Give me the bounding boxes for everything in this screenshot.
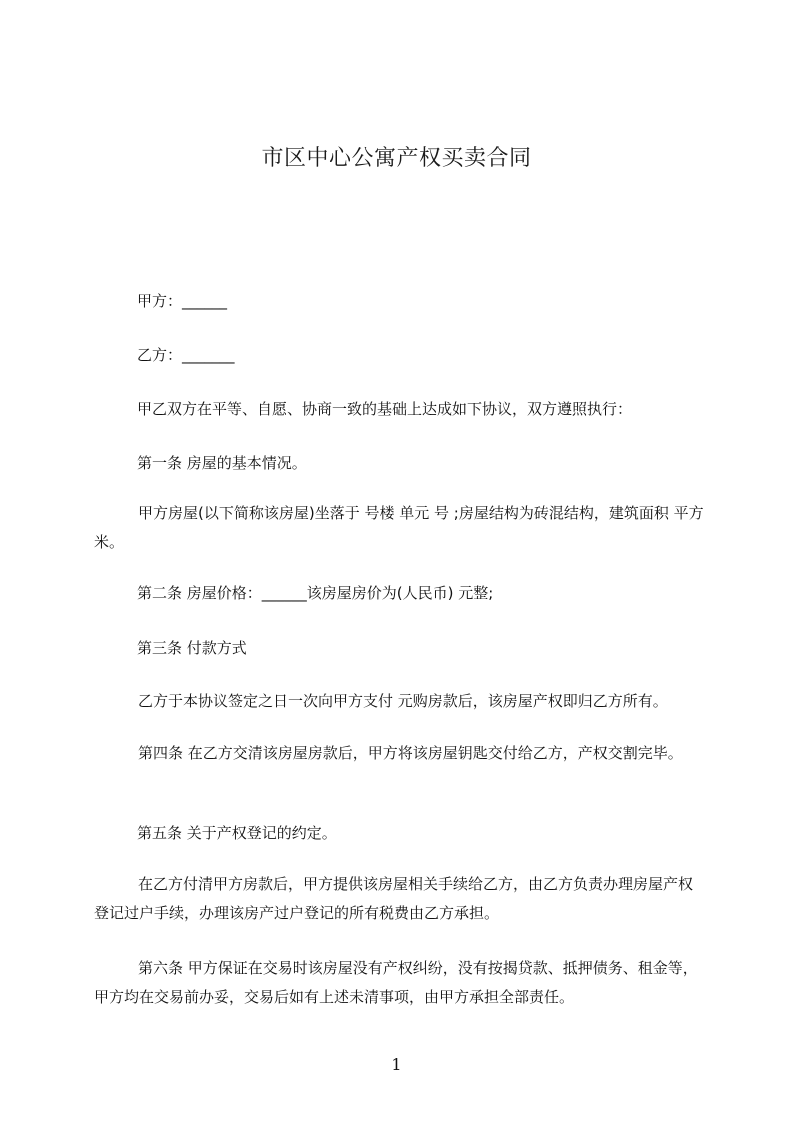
document-title: 市区中心公寓产权买卖合同 xyxy=(261,146,532,171)
article-6-text: 第六条 甲方保证在交易时该房屋没有产权纠纷，没有按揭贷款、抵押债务、租金等，甲方均在交易前办妥，交易后如有上述未清事项，由甲方承担全部责任。 xyxy=(94,959,698,1006)
article-3-heading: 第三条 付款方式 xyxy=(137,639,247,657)
page-number: 1 xyxy=(391,1055,402,1074)
party-a-line: 甲方：______ xyxy=(137,292,228,310)
party-b-line: 乙方：_______ xyxy=(137,346,235,364)
article-1-heading: 第一条 房屋的基本情况。 xyxy=(137,454,307,472)
article-5-heading: 第五条 关于产权登记的约定。 xyxy=(137,824,337,842)
article-5-body: 在乙方付清甲方房款后，甲方提供该房屋相关手续给乙方，由乙方负责办理房屋产权登记过户手续，办理该房产过户登记的所有税费由乙方承担。 xyxy=(94,875,694,922)
article-3-body: 乙方于本协议签定之日一次向甲方支付 元购房款后，该房屋产权即归乙方所有。 xyxy=(138,692,668,710)
article-1-body: 甲方房屋(以下简称该房屋)坐落于 号楼 单元 号 ;房屋结构为砖混结构，建筑面积 平方米。 xyxy=(94,504,704,551)
article-4-text: 第四条 在乙方交清该房屋房款后，甲方将该房屋钥匙交付给乙方，产权交割完毕。 xyxy=(138,744,683,762)
preamble-text: 甲乙双方在平等、自愿、协商一致的基础上达成如下协议，双方遵照执行： xyxy=(137,400,633,418)
article-2-text: 第二条 房屋价格：______该房屋房价为(人民币) 元整; xyxy=(137,584,494,602)
